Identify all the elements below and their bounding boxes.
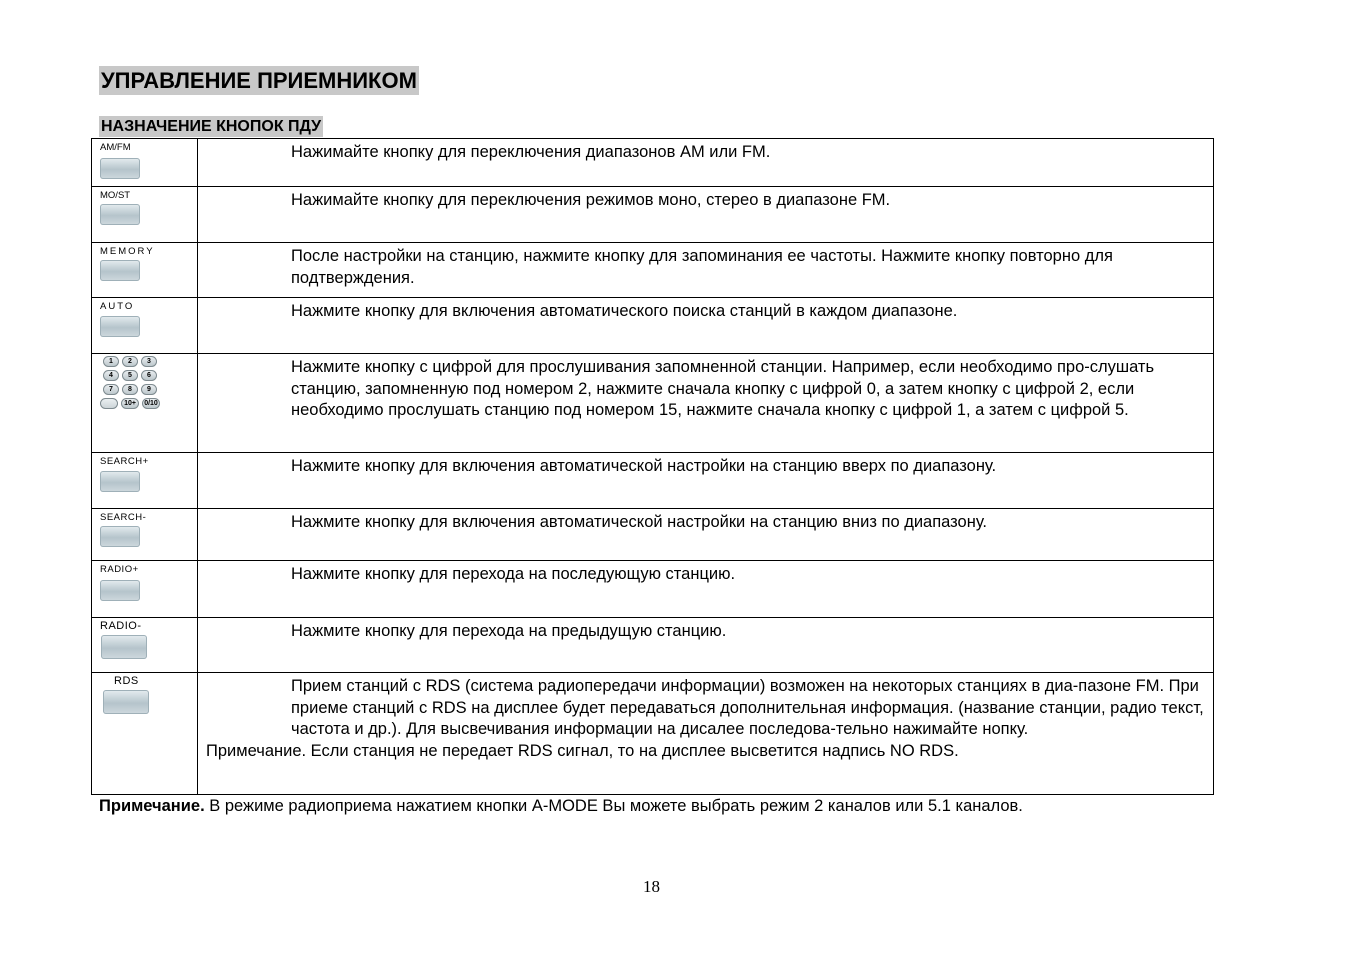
- key-label: RADIO+: [100, 564, 139, 575]
- table-row: [92, 187, 1214, 243]
- numeric-keypad-icon: [100, 356, 170, 409]
- row-description: Нажмите кнопку для перехода на последующую станцию.: [291, 565, 736, 583]
- keypad-key-icon: 1: [103, 356, 119, 367]
- keypad-key-icon: [100, 398, 118, 409]
- table-row: [92, 139, 1214, 187]
- radio-minus-button-icon: [101, 635, 147, 659]
- key-label: RADIO-: [100, 620, 142, 632]
- key-cell: [92, 509, 198, 561]
- desc-cell: [198, 139, 1214, 187]
- key-cell: [92, 453, 198, 509]
- footnote-text: В режиме радиоприема нажатием кнопки A-MODE Вы можете выбрать режим 2 каналов или 5.1 каналов.: [204, 797, 1023, 815]
- search-minus-button-icon: [100, 526, 140, 547]
- rds-button-icon: [103, 690, 149, 714]
- most-button-icon: [100, 204, 140, 225]
- keypad-key-icon: 3: [141, 356, 157, 367]
- keypad-key-icon: 4: [103, 370, 119, 381]
- keypad-key-icon: 8: [122, 384, 138, 395]
- memory-button-icon: [100, 260, 140, 281]
- table-row: [92, 618, 1214, 673]
- key-cell: [92, 139, 198, 187]
- table-row: [92, 354, 1214, 453]
- desc-cell: [198, 561, 1214, 618]
- desc-cell: [198, 509, 1214, 561]
- row-description: Прием станций с RDS (система радиопередачи информации) возможен на некоторых станциях в диа-пазоне FM. При приеме станций с RDS на дисплее будет передаваться дополнительная информация. (название станции, радио текст, частота и др.). Для высвечивания информации на дисалее последова-тельно нажимайте нопку.: [291, 677, 1204, 738]
- page-title: УПРАВЛЕНИЕ ПРИЕМНИКОМ: [101, 68, 417, 93]
- amfm-button-icon: [100, 158, 140, 179]
- key-cell: [92, 673, 198, 795]
- key-cell: [92, 354, 198, 453]
- table-row: [92, 243, 1214, 298]
- key-cell: [92, 187, 198, 243]
- table-row: [92, 298, 1214, 354]
- auto-button-icon: [100, 316, 140, 337]
- row-description: Нажмите кнопку для включения автоматического поиска станций в каждом диапазоне.: [291, 302, 958, 320]
- desc-cell: [198, 243, 1214, 298]
- keypad-key-icon: 7: [103, 384, 119, 395]
- desc-cell: [198, 187, 1214, 243]
- key-cell: [92, 618, 198, 673]
- keypad-key-icon: 0/10: [142, 398, 160, 409]
- desc-cell: [198, 618, 1214, 673]
- keypad-key-icon: 2: [122, 356, 138, 367]
- row-description: Нажмите кнопку для включения автоматической настройки на станцию вверх по диапазону.: [291, 457, 997, 475]
- key-cell: [92, 561, 198, 618]
- key-cell: [92, 298, 198, 354]
- table-row: [92, 561, 1214, 618]
- row-description: После настройки на станцию, нажмите кнопку для запоминания ее частоты. Нажмите кнопку повторно для подтверждения.: [291, 247, 1113, 287]
- desc-cell: [198, 453, 1214, 509]
- section-subtitle: НАЗНАЧЕНИЕ КНОПОК ПДУ: [101, 118, 322, 135]
- desc-cell: [198, 298, 1214, 354]
- table-row: [92, 453, 1214, 509]
- desc-cell: [198, 673, 1214, 795]
- key-label: MO/ST: [100, 190, 131, 201]
- keypad-key-icon: 10+: [121, 398, 139, 409]
- key-label: MEMORY: [100, 246, 155, 257]
- row-description: Нажмите кнопку для включения автоматической настройки на станцию вниз по диапазону.: [291, 513, 988, 531]
- keypad-key-icon: 6: [141, 370, 157, 381]
- keypad-key-icon: 9: [141, 384, 157, 395]
- row-description: Нажмите кнопку для перехода на предыдущую станцию.: [291, 622, 727, 640]
- rds-note: Примечание. Если станция не передает RDS сигнал, то на дисплее высветится надпись NO RDS.: [206, 741, 959, 760]
- key-label: SEARCH-: [100, 512, 147, 523]
- footnote-label: Примечание.: [99, 797, 205, 815]
- key-label: RDS: [114, 675, 139, 687]
- table-row: [92, 509, 1214, 561]
- table-row: [92, 673, 1214, 795]
- search-plus-button-icon: [100, 471, 140, 492]
- row-description: Нажимайте кнопку для переключения режимов моно, стерео в диапазоне FM.: [291, 191, 891, 209]
- desc-cell: [198, 354, 1214, 453]
- keypad-key-icon: 5: [122, 370, 138, 381]
- row-description: Нажмите кнопку с цифрой для прослушивания запомненной станции. Например, если необходимо про-слушать станцию, запомненную под номером 2, нажмите сначала кнопку с цифрой 0, а затем кнопку с цифрой 2, если необходимо прослушать станцию под номером 15, нажмите сначала кнопку с цифрой 1, а затем с цифрой 5.: [291, 358, 1155, 419]
- footnote: [99, 796, 1023, 817]
- key-cell: [92, 243, 198, 298]
- key-label: AM/FM: [100, 142, 131, 153]
- page-number: 18: [643, 877, 660, 896]
- key-label: SEARCH+: [100, 456, 149, 467]
- radio-plus-button-icon: [100, 580, 140, 601]
- remote-buttons-table: [91, 138, 1214, 795]
- row-description: Нажимайте кнопку для переключения диапазонов AM или FM.: [291, 143, 771, 161]
- key-label: AUTO: [100, 301, 135, 312]
